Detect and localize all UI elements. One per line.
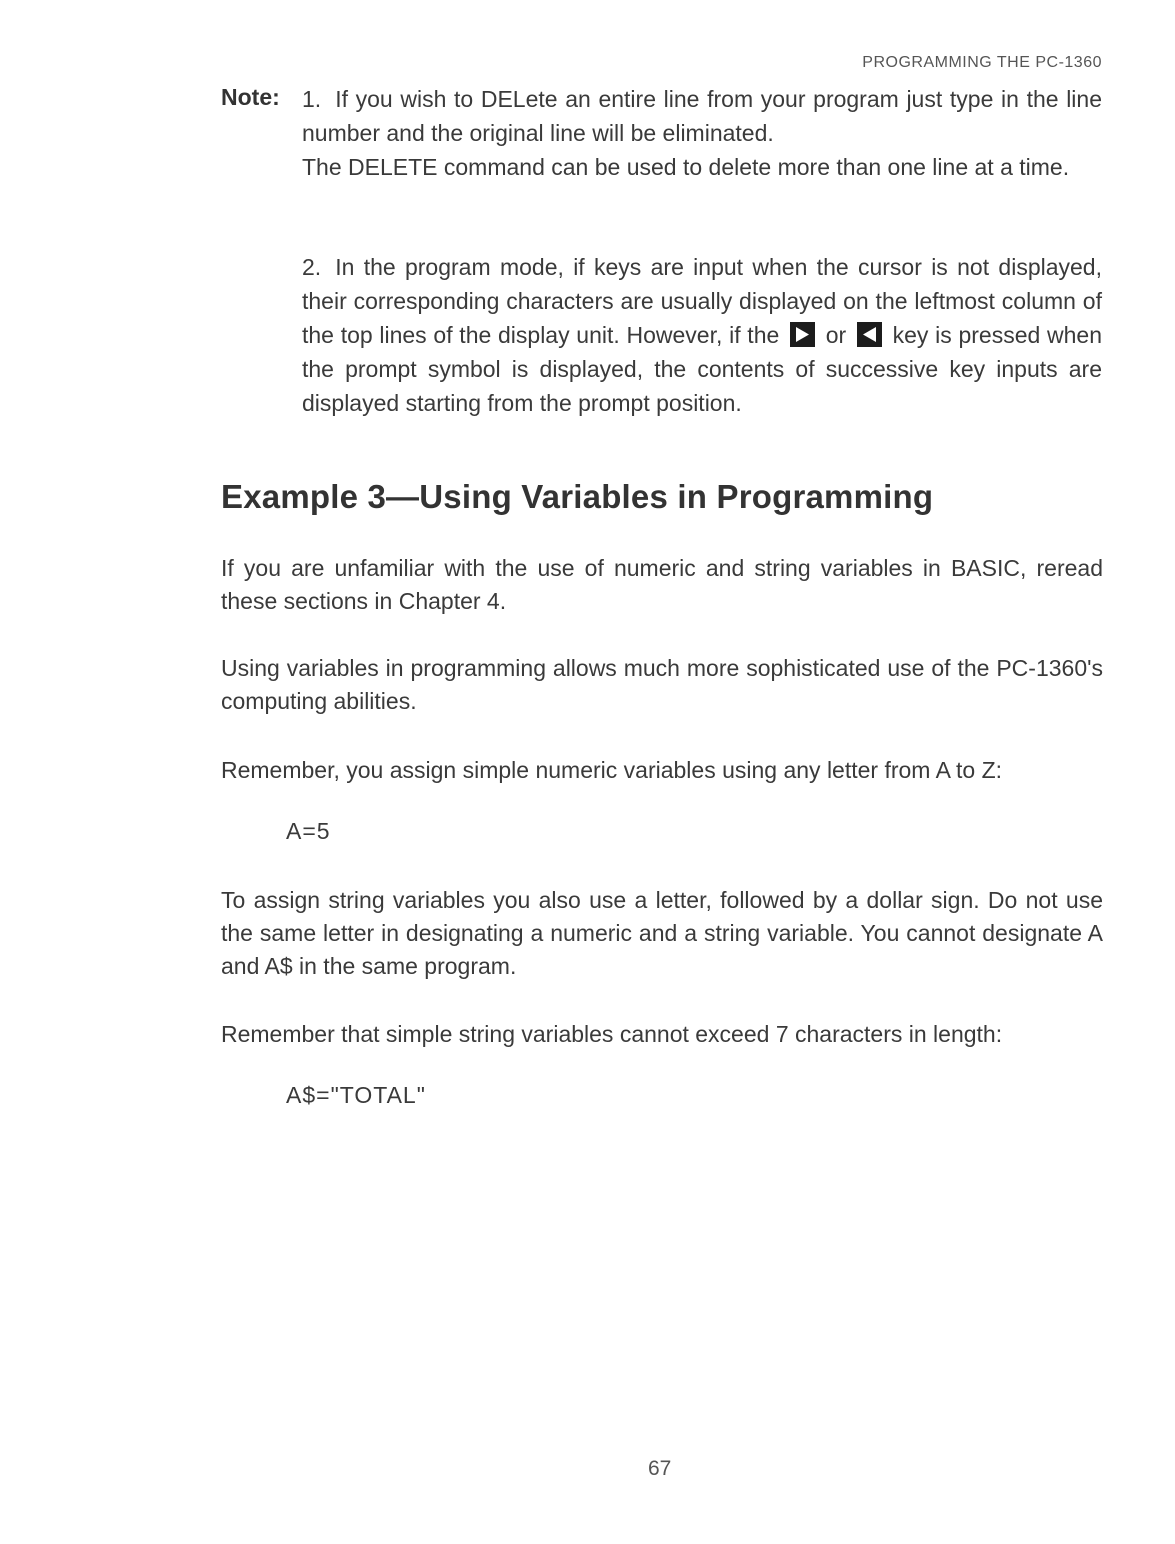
note-item-2-text-b: key is pressed when the prompt symbol is displayed, the contents of successive key inputs are displayed starting from the prompt position. <box>302 322 1102 416</box>
paragraph-string-length: Remember that simple string variables cannot exceed 7 characters in length: <box>221 1021 1003 1047</box>
example-numeric-assignment: A=5 <box>286 818 331 844</box>
note-item-1-continued: The DELETE command can be used to delete more than one line at a time. <box>302 154 1070 180</box>
left-arrow-key-icon <box>857 322 882 347</box>
note-label: Note: <box>221 84 280 110</box>
note-item-1-number: 1. <box>302 86 322 112</box>
note-item-2-number: 2. <box>302 254 322 280</box>
example-string-assignment: A$="TOTAL" <box>286 1082 426 1108</box>
note-item-1 <box>302 82 1102 150</box>
paragraph-numeric-variables: Remember, you assign simple numeric variables using any letter from A to Z: <box>221 757 1003 783</box>
section-heading: Example 3—Using Variables in Programming <box>221 478 934 515</box>
note-item-2 <box>302 250 1102 420</box>
paragraph-sophisticated: Using variables in programming allows much more sophisticated use of the PC-1360's computing abilities. <box>221 655 1103 714</box>
note-item-1-text: If you wish to DELete an entire line from your program just type in the line number and the original line will be eliminated. <box>302 86 1102 146</box>
paragraph-string-variables: To assign string variables you also use a letter, followed by a dollar sign. Do not use the same letter in designating a numeric and a string variable. You cannot designate A and A$ in the same program. <box>221 887 1103 979</box>
note-item-2-text-a: In the program mode, if keys are input when the cursor is not displayed, their corresponding characters are usually displayed on the leftmost column of the top lines of the display unit. However, if the <box>302 254 1102 348</box>
note-item-2-text-or: or <box>825 322 847 348</box>
right-arrow-key-icon <box>790 322 815 347</box>
running-head: PROGRAMMING THE PC-1360 <box>862 54 1102 71</box>
paragraph-unfamiliar: If you are unfamiliar with the use of numeric and string variables in BASIC, reread these sections in Chapter 4. <box>221 555 1103 614</box>
page-number: 67 <box>648 1457 672 1480</box>
